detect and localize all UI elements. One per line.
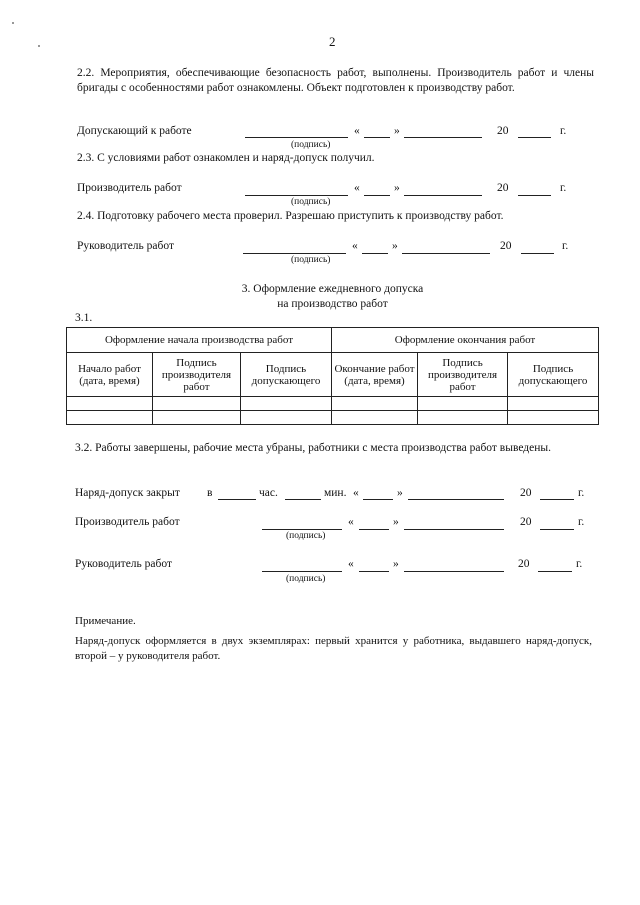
table-cell[interactable] [332, 411, 418, 425]
year-line [538, 571, 572, 572]
close-quote: » [393, 516, 399, 528]
signature-line [245, 137, 348, 138]
group-header-start: Оформление начала производства работ [67, 328, 332, 353]
sign-row-label: Допускающий к работе [77, 125, 192, 137]
col-header-producer-signature: Подпись производителя работ [153, 353, 241, 397]
year-suffix: г. [562, 240, 569, 252]
minutes-line [285, 499, 321, 500]
closed-label: Наряд-допуск закрыт [75, 487, 180, 499]
scan-speck [38, 45, 40, 47]
table-cell[interactable] [418, 411, 508, 425]
sign-row-label: Производитель работ [77, 182, 182, 194]
signature-line [262, 571, 342, 572]
sign-row-label: Руководитель работ [75, 558, 172, 570]
hours-label: час. [259, 487, 278, 499]
table-cell[interactable] [418, 397, 508, 411]
close-quote: » [397, 487, 403, 499]
year-line [540, 529, 574, 530]
table-row [67, 397, 599, 411]
closed-in: в [207, 487, 213, 499]
note-text: Наряд-допуск оформляется в двух экземплярах: первый хранится у работника, выдавшего наряд-допуск, второй – у руководителя работ. [75, 635, 592, 662]
col-header-end-datetime: Окончание работ (дата, время) [332, 353, 418, 397]
day-line [362, 253, 388, 254]
table-cell[interactable] [67, 397, 153, 411]
section-2-3-text: 2.3. С условиями работ ознакомлен и наряд-допуск получил. [77, 152, 375, 164]
year-line [521, 253, 554, 254]
table-group-header-row [67, 328, 599, 353]
open-quote: « [348, 516, 354, 528]
month-line [404, 529, 504, 530]
year-suffix: г. [560, 182, 567, 194]
year-prefix: 20 [518, 558, 530, 570]
table-cell[interactable] [332, 397, 418, 411]
col-header-admitting-signature: Подпись допускающего [241, 353, 332, 397]
signature-caption: (подпись) [291, 140, 331, 150]
table-cell[interactable] [241, 411, 332, 425]
open-quote: « [354, 182, 360, 194]
close-quote: » [394, 125, 400, 137]
open-quote: « [352, 240, 358, 252]
year-prefix: 20 [520, 487, 532, 499]
section-2-4-text: 2.4. Подготовку рабочего места проверил. Разрешаю приступить к производству работ. [77, 210, 504, 222]
day-line [359, 571, 389, 572]
open-quote: « [354, 125, 360, 137]
section-2-2-text: 2.2. Мероприятия, обеспечивающие безопасность работ, выполнены. Производитель работ и члены бригады с особенностями работ ознакомлены. Объект подготовлен к производству работ. [77, 67, 594, 94]
close-quote: » [393, 558, 399, 570]
scan-speck [12, 22, 14, 24]
year-prefix: 20 [500, 240, 512, 252]
day-line [364, 195, 390, 196]
signature-caption: (подпись) [286, 531, 326, 541]
minutes-label: мин. [324, 487, 347, 499]
open-quote: « [353, 487, 359, 499]
signature-line [243, 253, 346, 254]
year-suffix: г. [576, 558, 583, 570]
signature-line [262, 529, 342, 530]
table-row [67, 411, 599, 425]
sign-row-label: Производитель работ [75, 516, 180, 528]
day-line [363, 499, 393, 500]
signature-caption: (подпись) [291, 255, 331, 265]
table-cell[interactable] [153, 397, 241, 411]
year-line [540, 499, 574, 500]
year-suffix: г. [578, 487, 585, 499]
table-cell[interactable] [508, 397, 599, 411]
day-line [359, 529, 389, 530]
year-prefix: 20 [520, 516, 532, 528]
section-3-1-label: 3.1. [75, 312, 93, 324]
close-quote: » [392, 240, 398, 252]
table-cell[interactable] [67, 411, 153, 425]
year-prefix: 20 [497, 125, 509, 137]
year-prefix: 20 [497, 182, 509, 194]
sign-row-label: Руководитель работ [77, 240, 174, 252]
col-header-start-datetime: Начало работ (дата, время) [67, 353, 153, 397]
year-suffix: г. [578, 516, 585, 528]
year-line [518, 137, 551, 138]
table-cell[interactable] [508, 411, 599, 425]
page-number: 2 [329, 34, 336, 49]
open-quote: « [348, 558, 354, 570]
table-cell[interactable] [241, 397, 332, 411]
day-line [364, 137, 390, 138]
month-line [404, 137, 482, 138]
signature-caption: (подпись) [286, 574, 326, 584]
month-line [404, 195, 482, 196]
section-3-subtitle: на производство работ [277, 298, 388, 310]
col-header-producer-signature-end: Подпись производителя работ [418, 353, 508, 397]
table-column-header-row [67, 353, 599, 397]
close-quote: » [394, 182, 400, 194]
signature-line [245, 195, 348, 196]
year-line [518, 195, 551, 196]
section-3-2-text: 3.2. Работы завершены, рабочие места убраны, работники с места производства работ выведены. [75, 442, 551, 454]
group-header-end: Оформление окончания работ [332, 328, 599, 353]
table-cell[interactable] [153, 411, 241, 425]
section-3-title: 3. Оформление ежедневного допуска [241, 283, 424, 295]
month-line [408, 499, 504, 500]
note-title: Примечание. [75, 615, 136, 627]
year-suffix: г. [560, 125, 567, 137]
month-line [402, 253, 490, 254]
hours-line [218, 499, 256, 500]
month-line [404, 571, 504, 572]
col-header-admitting-signature-end: Подпись допускающего [508, 353, 599, 397]
daily-admission-table [66, 327, 599, 425]
signature-caption: (подпись) [291, 197, 331, 207]
